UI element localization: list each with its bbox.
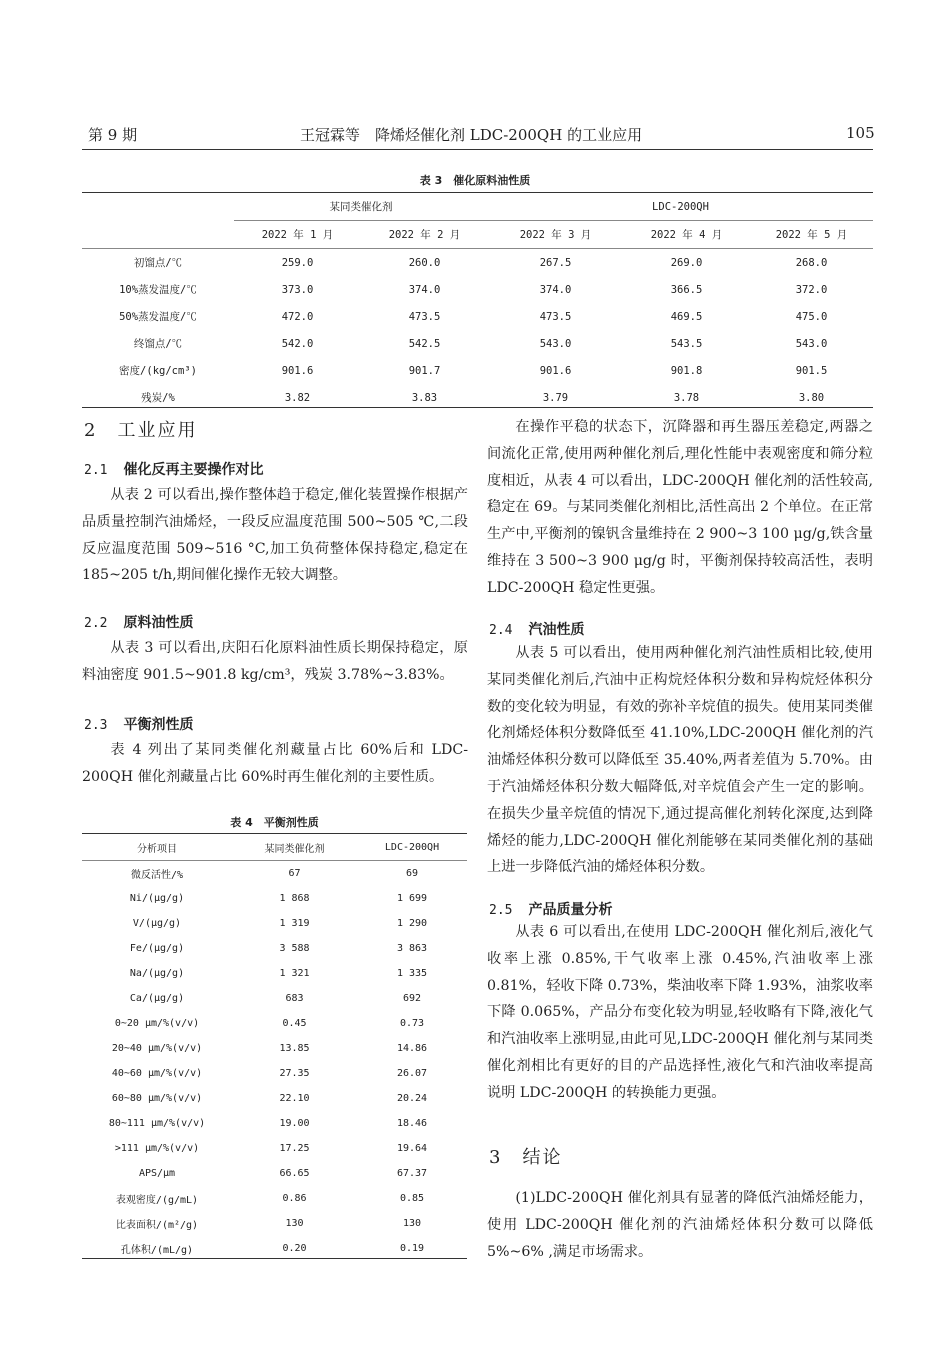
section24-text: 从表 5 可以看出，使用两种催化剂汽油性质相比较,使用某同类催化剂后,汽油中正构烷烃体积分数和异构烷烃体积分数的变化较为明显，有效的弥补辛烷值的损失。使用某同类催化剂烯烃体积分数降低至 41.10%,LDC-200QH 催化剂的汽油烯烃体积分数可以降低至 35.40%,两者差值为 5.70%。由于汽油烯烃体积分数大幅降低,对辛烷值会产生一定的影响。在损失少量辛烷值的情况下,通过提高催化剂转化深度,达到降烯烃的能力,LDC-200QH 催化剂能够在某同类催化剂的基础上进一步降低汽油的烯烃体积分数。 (487, 645, 873, 876)
running-title: 王冠霖等 降烯烃催化剂 LDC-200QH 的工业应用 (300, 126, 643, 144)
section24-heading (489, 619, 584, 639)
section24-number: 2.4 (489, 623, 513, 638)
table3-row-label: 50%蒸发温度/℃ (119, 311, 197, 323)
table4-cell: 1 868 (279, 893, 310, 904)
table3-caption: 表 3 催化原料油性质 (419, 174, 531, 187)
table4-cell: 27.35 (279, 1068, 310, 1079)
table4-cell: 130 (285, 1218, 304, 1229)
table4-header: 某同类催化剂 (264, 844, 325, 855)
table3-cell: 542.0 (281, 337, 314, 350)
table3-row-label: 终馏点/℃ (133, 338, 183, 350)
table4-row-label: 表观密度/(g/mL) (115, 1195, 199, 1206)
table4-row-label: Na/(μg/g) (129, 968, 185, 979)
table3-row (82, 303, 873, 330)
issue-number: 第 9 期 (88, 126, 138, 144)
table3-cell: 373.0 (281, 283, 314, 296)
table3-cell: 374.0 (408, 283, 441, 296)
table4-cell: 1 699 (396, 893, 428, 904)
table4-cell: 66.65 (279, 1168, 310, 1179)
table3-cell: 901.5 (795, 364, 828, 377)
table4-row-label: APS/μm (138, 1168, 176, 1179)
table4-top-rule (82, 833, 467, 834)
table4-row-label: >111 μm/%(v/v) (114, 1143, 200, 1154)
table4 (82, 835, 467, 1261)
table3-cell: 543.0 (539, 337, 572, 350)
table3-cell: 3.80 (798, 391, 825, 404)
table4-row (82, 1186, 467, 1211)
table4-cell: 67 (288, 868, 301, 879)
table4-row (82, 886, 467, 911)
section25-number: 2.5 (489, 903, 513, 918)
table4-cell: 20.24 (396, 1093, 428, 1104)
table4-row (82, 1211, 467, 1236)
table4-row (82, 1036, 467, 1061)
table4-cell: 17.25 (279, 1143, 310, 1154)
table3-cell: 901.6 (281, 364, 314, 377)
table3-cell: 901.7 (408, 364, 441, 377)
table3-cell: 472.0 (281, 310, 314, 323)
table4-cell: 18.46 (396, 1118, 428, 1129)
table3-cell: 366.5 (670, 283, 703, 296)
section25-heading (489, 899, 612, 919)
table3-month-header: 2022 年 1 月 (261, 229, 334, 241)
section22-heading (84, 612, 193, 632)
table3-row-label: 初馏点/℃ (133, 257, 183, 269)
table4-cell: 692 (402, 993, 422, 1004)
table3-row (82, 330, 873, 357)
table3-cell: 269.0 (670, 256, 703, 269)
page-number: 105 (846, 124, 875, 142)
table4-header: 分析项目 (137, 844, 177, 855)
section23-heading (84, 714, 193, 734)
table3-cell: 543.5 (670, 337, 703, 350)
table4-cell: 14.86 (396, 1043, 428, 1054)
table4-row-label: 20~40 μm/%(v/v) (111, 1043, 203, 1054)
table3-cell: 473.5 (539, 310, 572, 323)
table4-cell: 1 290 (396, 918, 428, 929)
section23-title: 平衡剂性质 (123, 717, 194, 733)
section2-heading: 2 工业应用 (84, 420, 198, 441)
table4-row-label: 0~20 μm/%(v/v) (114, 1018, 200, 1029)
table3-cell: 543.0 (795, 337, 828, 350)
table3-row (82, 357, 873, 384)
table3-cell: 374.0 (539, 283, 572, 296)
header-rule (82, 149, 873, 150)
table4-cell: 0.86 (282, 1193, 307, 1204)
table4-cell: 0.20 (282, 1243, 307, 1254)
table3-row-label: 残炭/% (141, 392, 175, 404)
section22-text: 从表 3 可以看出,庆阳石化原料油性质长期保持稳定，原料油密度 901.5~901.8 kg/cm³，残炭 3.78%~3.83%。 (82, 640, 468, 683)
table3-month-header: 2022 年 4 月 (650, 229, 723, 241)
table4-cell: 1 319 (279, 918, 310, 929)
table4-cell: 0.73 (399, 1018, 425, 1029)
table4-caption: 表 4 平衡剂性质 (230, 816, 319, 829)
table3-row (82, 276, 873, 303)
table4-cell: 26.07 (396, 1068, 428, 1079)
table3-cell: 3.78 (673, 391, 700, 404)
table4-row (82, 861, 467, 887)
table4-row (82, 1136, 467, 1161)
section23-number: 2.3 (84, 718, 108, 733)
table4-cell: 3 863 (396, 943, 428, 954)
table3-month-header: 2022 年 5 月 (775, 229, 848, 241)
table3-cell: 901.8 (670, 364, 703, 377)
table4-row (82, 1011, 467, 1036)
table4-cell: 13.85 (279, 1043, 310, 1054)
table3-month-header: 2022 年 2 月 (388, 229, 461, 241)
table3-cell: 372.0 (795, 283, 828, 296)
table4-bottom-rule (82, 1258, 467, 1259)
table3-cell: 469.5 (670, 310, 703, 323)
table4-cell: 22.10 (279, 1093, 310, 1104)
section21-title: 催化反再主要操作对比 (123, 462, 264, 478)
section21-text: 从表 2 可以看出,操作整体趋于稳定,催化装置操作根据产品质量控制汽油烯烃，一段反应温度范围 500~505 ℃,二段反应温度范围 509~516 °C,加工负荷整体保持稳定,稳定在 185~205 t/h,期间催化操作无较大调整。 (82, 487, 468, 584)
table3-cell: 259.0 (281, 256, 314, 269)
table4-cell: 3 588 (279, 943, 310, 954)
section21-heading (84, 459, 263, 479)
table3-group1: 某同类催化剂 (234, 193, 488, 221)
table4-row-label: 孔体积/(mL/g) (120, 1245, 194, 1256)
section23-continued: 在操作平稳的状态下，沉降器和再生器压差稳定,两器之间流化正常,使用两种催化剂后,理化性能中表观密度和筛分粒度相近，从表 4 可以看出，LDC-200QH 催化剂的活性较高,稳定在 69。与某同类催化剂相比,活性高出 2 个单位。在正常生产中,平衡剂的镍钒含量维持在 2 900~3 100 μg/g,铁含量维持在 3 500~3 900 μg/g 时，平衡剂保持较高活性，表明 LDC-200QH 稳定性更强。 (487, 419, 873, 596)
table3-bottom-rule (82, 407, 873, 408)
table4-row (82, 936, 467, 961)
section3-heading: 3 结论 (489, 1147, 563, 1168)
table4-row (82, 986, 467, 1011)
table4-cell: 683 (285, 993, 304, 1004)
table4-row-label: Ca/(μg/g) (129, 993, 185, 1004)
table4-row (82, 961, 467, 986)
table4-header: LDC-200QH (384, 842, 440, 853)
table3-cell: 3.83 (411, 391, 438, 404)
table4-cell: 0.45 (282, 1018, 307, 1029)
table4-row-label: V/(μg/g) (132, 918, 182, 929)
table4-cell: 67.37 (396, 1168, 428, 1179)
table3-cell: 268.0 (795, 256, 828, 269)
table3-cell: 3.79 (542, 391, 569, 404)
table4-row (82, 1161, 467, 1186)
table4-cell: 19.00 (279, 1118, 310, 1129)
table3-row (82, 249, 873, 277)
table3-row-label: 密度/(kg/cm³) (119, 365, 197, 377)
table4-row (82, 1086, 467, 1111)
table3-cell: 267.5 (539, 256, 572, 269)
table3-month-header: 2022 年 3 月 (519, 229, 592, 241)
table4-row-label: 比表面积/(m²/g) (115, 1220, 199, 1231)
table4-row-label: 40~60 μm/%(v/v) (111, 1068, 203, 1079)
table3-cell: 542.5 (408, 337, 441, 350)
section22-number: 2.2 (84, 616, 108, 631)
table4-row-label: 微反活性/% (130, 870, 184, 881)
table4-cell: 1 321 (279, 968, 310, 979)
table4-cell: 69 (405, 868, 419, 879)
table3 (82, 193, 873, 411)
table4-row (82, 1061, 467, 1086)
table4-cell: 0.85 (399, 1193, 425, 1204)
table4-row-label: Ni/(μg/g) (129, 893, 185, 904)
table3-cell: 473.5 (408, 310, 441, 323)
conclusion-text: (1)LDC-200QH 催化剂具有显著的降低汽油烯烃能力，使用 LDC-200QH 催化剂的汽油烯烃体积分数可以降低 5%~6% ,满足市场需求。 (487, 1190, 873, 1260)
section22-title: 原料油性质 (123, 615, 194, 631)
table4-row-label: Fe/(μg/g) (129, 943, 185, 954)
table3-row-label: 10%蒸发温度/℃ (119, 284, 197, 296)
table3-group2: LDC-200QH (488, 193, 873, 221)
table3-cell: 475.0 (795, 310, 828, 323)
section25-text: 从表 6 可以看出,在使用 LDC-200QH 催化剂后,液化气收率上涨 0.85%,干气收率上涨 0.45%,汽油收率上涨 0.81%，轻收下降 0.73%，柴油收率下降 1.93%，油浆收率下降 0.065%，产品分布变化较为明显,轻收略有下降,液化气和汽油收率上涨明显,由此可见,LDC-200QH 催化剂与某同类催化剂相比有更好的目的产品选择性,液化气和汽油收率提高说明 LDC-200QH 的转换能力更强。 (487, 924, 873, 1101)
table4-row (82, 911, 467, 936)
table4-cell: 19.64 (396, 1143, 428, 1154)
section24-title: 汽油性质 (528, 622, 585, 638)
table3-cell: 901.6 (539, 364, 572, 377)
section21-number: 2.1 (84, 463, 108, 478)
table4-row-label: 60~80 μm/%(v/v) (111, 1093, 203, 1104)
table4-row (82, 1111, 467, 1136)
table4-cell: 1 335 (396, 968, 428, 979)
table4-cell: 0.19 (399, 1243, 425, 1254)
section25-title: 产品质量分析 (528, 902, 613, 918)
section23-text: 表 4 列出了某同类催化剂藏量占比 60%后和 LDC-200QH 催化剂藏量占比 60%时再生催化剂的主要性质。 (82, 742, 468, 785)
table4-row-label: 80~111 μm/%(v/v) (108, 1118, 206, 1129)
table4-cell: 130 (402, 1218, 422, 1229)
table3-cell: 260.0 (408, 256, 441, 269)
table3-cell: 3.82 (284, 391, 311, 404)
